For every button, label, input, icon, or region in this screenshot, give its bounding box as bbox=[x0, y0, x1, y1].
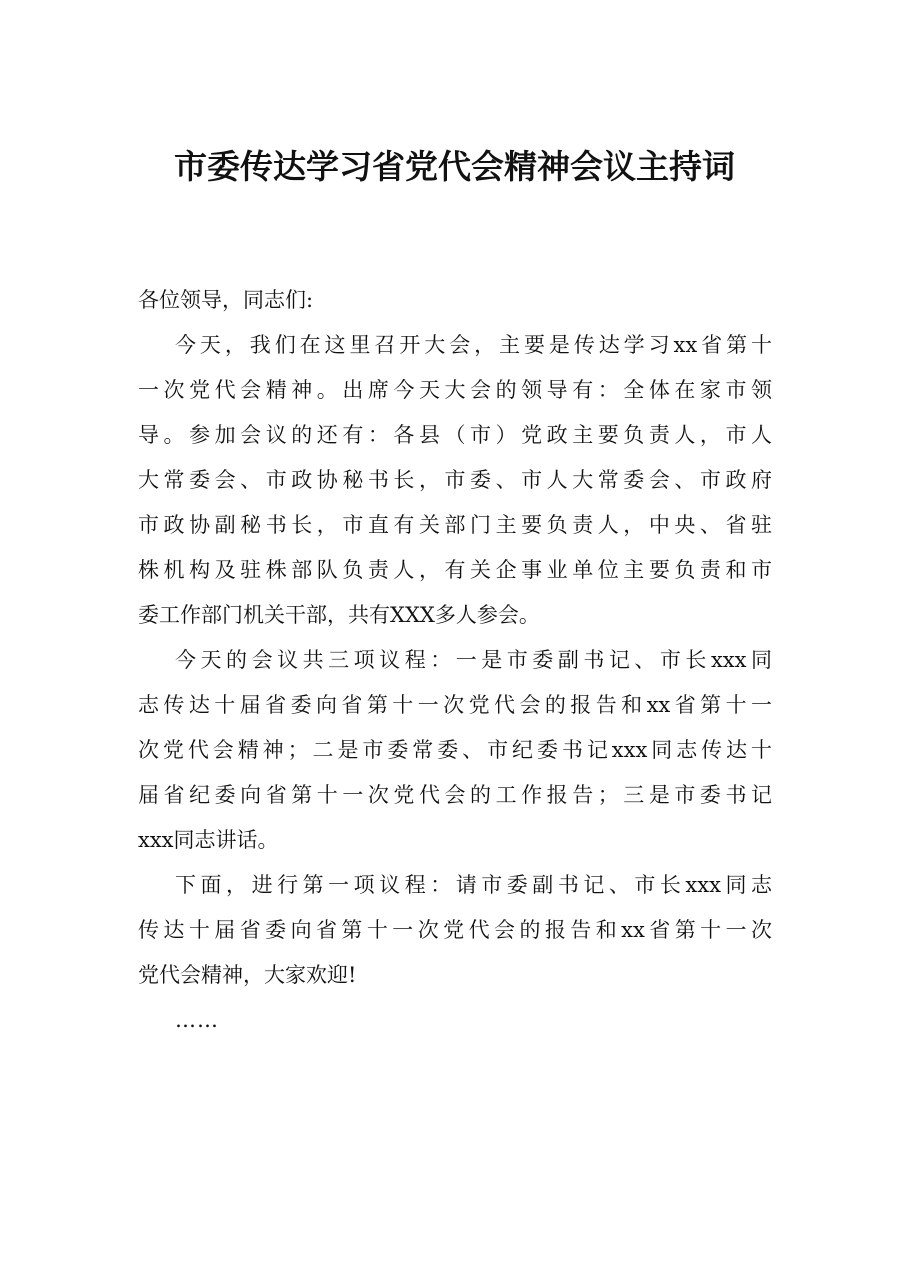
ellipsis: …… bbox=[175, 1008, 219, 1032]
document-body bbox=[138, 278, 772, 1043]
paragraph-line: 一次党代会精神。出席今天大会的领导有：全体在家市领 bbox=[138, 378, 772, 402]
paragraph-opening bbox=[138, 323, 772, 638]
paragraph-line: 株机构及驻株部队负责人，有关企事业单位主要负责和市 bbox=[138, 558, 772, 582]
paragraph-line: 市政协副秘书长，市直有关部门主要负责人，中央、省驻 bbox=[138, 513, 772, 537]
paragraph-line: 委工作部门机关干部，共有XXX多人参会。 bbox=[138, 603, 540, 627]
paragraph-line: 下面，进行第一项议程：请市委副书记、市长xxx同志 bbox=[175, 873, 772, 897]
paragraph-line: 党代会精神，大家欢迎! bbox=[138, 963, 357, 987]
paragraph-line: 届省纪委向省第十一次党代会的工作报告；三是市委书记 bbox=[138, 783, 772, 807]
paragraph-line: 今天，我们在这里召开大会，主要是传达学习xx省第十 bbox=[175, 333, 772, 357]
paragraph-line: 大常委会、市政协秘书长，市委、市人大常委会、市政府 bbox=[138, 468, 772, 492]
document-title: 市委传达学习省党代会精神会议主持词 bbox=[174, 147, 735, 186]
salutation: 各位领导，同志们: bbox=[138, 288, 314, 312]
paragraph-line: 导。参加会议的还有：各县（市）党政主要负责人，市人 bbox=[138, 423, 772, 447]
paragraph-line: 今天的会议共三项议程：一是市委副书记、市长xxx同 bbox=[175, 648, 772, 672]
paragraph-line: xxx同志讲话。 bbox=[138, 828, 279, 852]
paragraph-agenda bbox=[138, 638, 772, 863]
paragraph-line: 传达十届省委向省第十一次党代会的报告和xx省第十一次 bbox=[138, 918, 772, 942]
paragraph-line: 次党代会精神；二是市委常委、市纪委书记xxx同志传达十 bbox=[138, 738, 772, 762]
paragraph-first-item bbox=[138, 863, 772, 998]
paragraph-line: 志传达十届省委向省第十一次党代会的报告和xx省第十一 bbox=[138, 693, 772, 717]
